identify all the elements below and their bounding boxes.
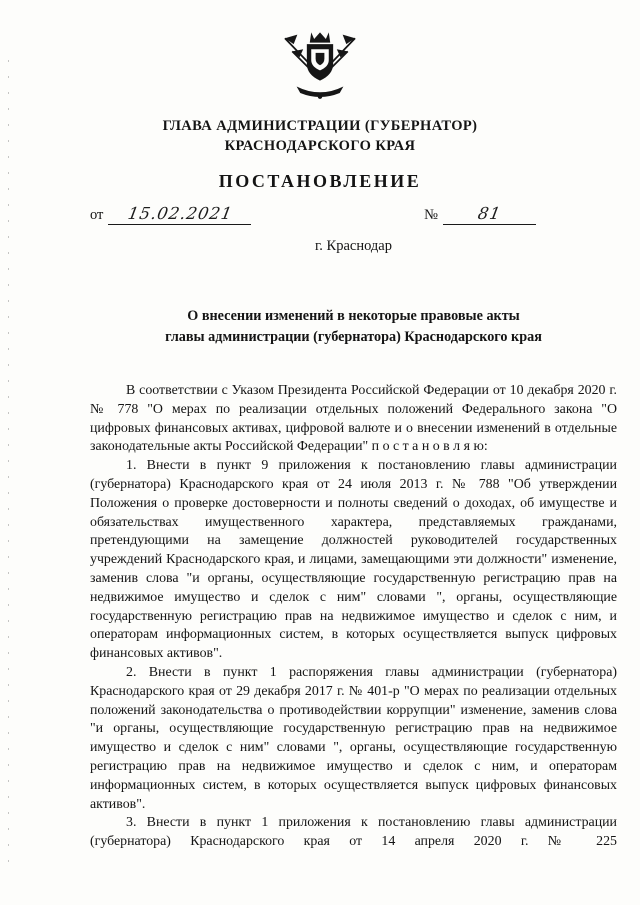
- paragraph-item-1: 1. Внести в пункт 9 приложения к постановлению главы администрации (губернатора) Краснодарского края от 24 июля 2013 г. № 788 "Об утверждении Положения о проверке достоверности и полноты сведений о доходах, об имуществе и обязательствах имущественного характера, представляемых гражданами, претендующими на замещение должностей руководителей государственных учреждений Краснодарского края, и лицами, замещающими эти должности" изменение, заменив слова "и органы, осуществляющие государственную регистрацию прав на недвижимое имущество и сделок с ним" словами ", органы, осуществляющие государственную регистрацию прав на недвижимое имущество и сделок с ним, и операторам информационных систем, в которых осуществляется выпуск цифровых финансовых активов".: [90, 458, 617, 662]
- document-title-line1: О внесении изменений в некоторые правовые акты: [187, 308, 520, 324]
- date-value-handwritten: 15.02.2021: [126, 204, 234, 223]
- coat-of-arms-icon: [0, 0, 640, 104]
- document-type: ПОСТАНОВЛЕНИЕ: [218, 171, 422, 191]
- paragraph-item-3: 3. Внести в пункт 1 приложения к постановлению главы администрации (губернатора) Краснодарского края от 14 апреля 2020 г. № 225: [90, 815, 617, 850]
- org-name-line1: ГЛАВА АДМИНИСТРАЦИИ (ГУБЕРНАТОР): [162, 118, 478, 134]
- org-name-line2: КРАСНОДАРСКОГО КРАЯ: [224, 138, 416, 154]
- number-blank-line: [443, 204, 536, 225]
- paragraph-item-2: 2. Внести в пункт 1 распоряжения главы администрации (губернатора) Краснодарского края от 29 декабря 2017 г. № 401-р "О мерах по реализации отдельных положений законодательства о противодействии коррупции" изменение, заменив слова "и органы, осуществляющие государственную регистрацию прав на недвижимое имущество и сделок с ним" словами ", органы, осуществляющие государственную регистрацию прав на недвижимое имущество и сделок с ним, и операторам информационных систем, в которых осуществляется выпуск цифровых финансовых активов".: [90, 664, 617, 812]
- document-title-line2: главы администрации (губернатора) Краснодарского края: [165, 328, 542, 345]
- date-blank-line: [108, 204, 251, 225]
- paragraph-preamble: В соответствии с Указом Президента Российской Федерации от 10 декабря 2020 г. № 778 "О мерах по реализации отдельных положений Федерального закона "О цифровых финансовых активах, цифровой валюте и о внесении изменений в отдельные законодательные акты Российской Федерации" п о с т а н о в л я ю:: [90, 383, 617, 455]
- date-label: от: [90, 207, 104, 223]
- content-block: [90, 204, 617, 852]
- coat-of-arms-svg: [276, 28, 364, 104]
- number-value-handwritten: 81: [476, 204, 503, 223]
- document-body: [90, 382, 617, 852]
- city-line: г. Краснодар: [314, 238, 392, 254]
- date-number-line: [90, 204, 536, 225]
- document-title: [90, 306, 617, 347]
- number-label: №: [424, 207, 438, 223]
- org-name: [0, 116, 640, 156]
